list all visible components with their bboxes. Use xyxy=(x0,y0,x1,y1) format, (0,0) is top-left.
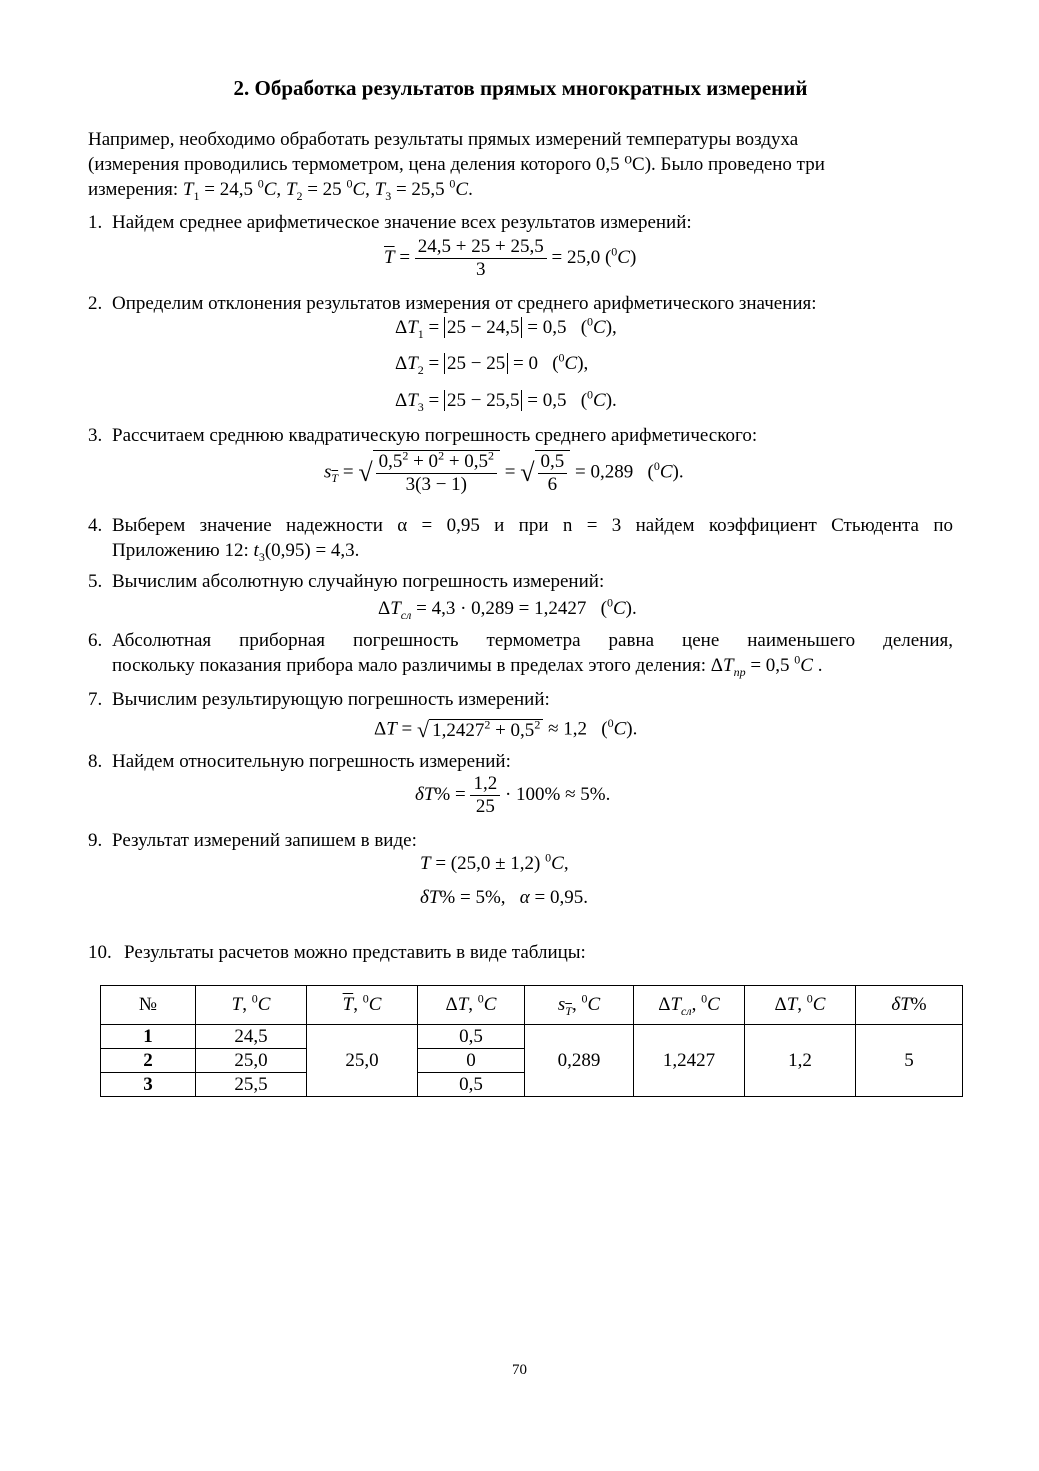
mean-formula: $\overline{T}$ = $\frac{24,5 + 25 + 25,5}{3}$ = 25,0 ($^0$C) xyxy=(384,236,637,280)
result-formula-1: T = (25,0 ± 1,2) $^0$C, xyxy=(420,850,569,874)
temperature-cell: 24,5 xyxy=(196,1025,307,1049)
temperature-cell: 25,5 xyxy=(196,1073,307,1097)
header-cell: $\Delta T_{сл}$, $^0$C xyxy=(634,986,745,1025)
row-number: 1 xyxy=(101,1025,196,1049)
random-error-formula: $\Delta T_{сл} = 4,3 \cdot 0,289 = 1,2427$ ($^0$C). xyxy=(378,595,637,622)
row-number: 3 xyxy=(101,1073,196,1097)
header-cell: ΔT, $^0$C xyxy=(745,986,856,1025)
mean-cell: 25,0 xyxy=(307,1025,418,1097)
total-error-cell: 1,2 xyxy=(745,1025,856,1097)
results-table xyxy=(100,985,963,1097)
intro-line-2: (измерения проводились термометром, цена деления которого 0,5 ⁰С). Было проведено три xyxy=(88,154,825,175)
page-number: 70 xyxy=(512,1362,527,1378)
table-header-row xyxy=(101,986,963,1025)
deviation-3: $\Delta T_3 = 25 - 25,5 = 0,5$ ($^0$C). xyxy=(395,387,617,414)
deviation-cell: 0,5 xyxy=(418,1073,525,1097)
intro-line-3: измерения: $T_1 = 24,5$ $^0$C, $T_2 = 25$ $^0$C, $T_3 = 25,5$ $^0$C. xyxy=(88,176,473,203)
deviation-2: $\Delta T_2 = 25 - 25 = 0$ ($^0$C), xyxy=(395,350,589,377)
random-error-cell: 1,2427 xyxy=(634,1025,745,1097)
section-title: 2. Обработка результатов прямых многократных измерений xyxy=(233,76,808,100)
relative-error-formula: δT% = $\frac{1,2}{25}$ · 100% ≈ 5%. xyxy=(415,773,611,817)
temperature-cell: 25,0 xyxy=(196,1049,307,1073)
intro-paragraph xyxy=(88,127,953,202)
header-cell: № xyxy=(101,986,196,1025)
header-cell: ΔT, $^0$C xyxy=(418,986,525,1025)
deviation-cell: 0 xyxy=(418,1049,525,1073)
deviation-cell: 0,5 xyxy=(418,1025,525,1049)
header-cell: δT% xyxy=(856,986,963,1025)
header-cell: $s_{\overline{T}}$, $^0$C xyxy=(525,986,634,1025)
intro-line-1: Например, необходимо обработать результаты прямых измерений температуры воздуха xyxy=(88,129,799,150)
row-number: 2 xyxy=(101,1049,196,1073)
table-row xyxy=(101,1025,963,1049)
header-cell: T, $^0$C xyxy=(196,986,307,1025)
header-cell: $\overline{T}$, $^0$C xyxy=(307,986,418,1025)
relative-error-cell: 5 xyxy=(856,1025,963,1097)
deviation-1: $\Delta T_1 = 25 - 24,5 = 0,5$ ($^0$C), xyxy=(395,314,617,341)
total-error-formula: ΔT = √ $1,2427^2 + 0,5^2 \approx 1,2$ ($^0$C). xyxy=(374,716,638,742)
std-error-formula: $s_{\overline{T}}$ = √ $\frac{0,5^2 + 0^2 + 0,5^2}{3(3 - 1)}$ = √ $\frac{0,5}{6}$ = 0,289 ($^0$C). xyxy=(324,448,684,495)
result-formula-2: δT% = 5%, α = 0,95. xyxy=(420,887,588,908)
std-error-cell: 0,289 xyxy=(525,1025,634,1097)
